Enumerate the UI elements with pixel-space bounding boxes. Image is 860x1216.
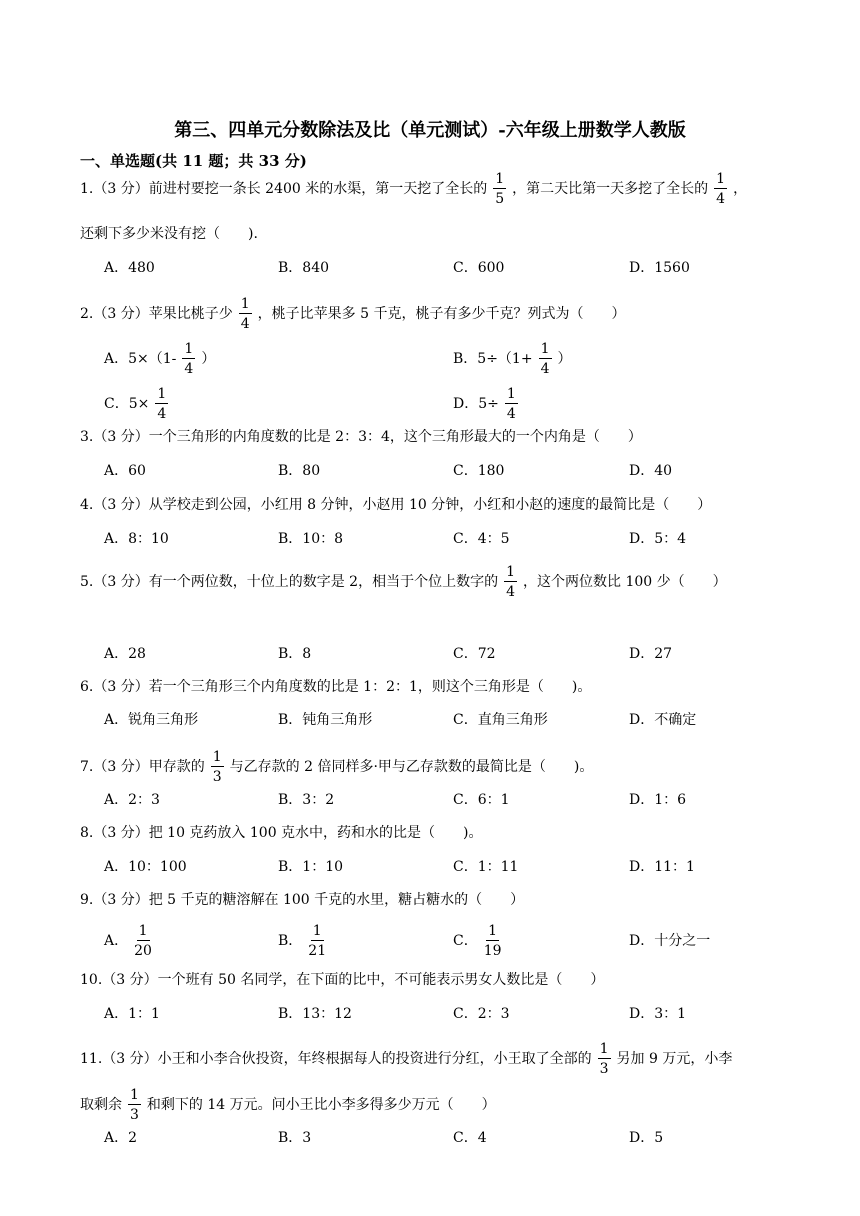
fraction xyxy=(493,172,506,206)
option-b[interactable] xyxy=(453,342,572,376)
option-c[interactable]: C．直角三角形 xyxy=(453,712,548,728)
question-6-stem: 6.（3 分）若一个三角形三个内角度数的比是 1：2：1，则这个三角形是（ )。 xyxy=(80,679,592,695)
fraction-numerator: 1 xyxy=(506,564,515,580)
option-text: A．5×（1- xyxy=(104,351,177,367)
option-b[interactable]: B．13：12 xyxy=(278,1006,352,1022)
option-text: C．5× xyxy=(104,396,150,412)
option-b[interactable]: B．840 xyxy=(278,260,330,276)
fraction-numerator: 1 xyxy=(240,296,250,312)
fraction xyxy=(182,342,195,376)
section-heading: 一、单选题(共 11 题；共 33 分) xyxy=(80,152,307,170)
fraction-numerator: 1 xyxy=(184,341,194,357)
q5-text-a: 5.（3 分）有一个两位数，十位上的数字是 2，相当于个位上数字的 xyxy=(80,574,499,590)
option-text: ） xyxy=(557,351,572,367)
option-b[interactable]: B．1：10 xyxy=(278,859,344,875)
q7-text-b: 与乙存款的 2 倍同样多·甲与乙存款数的最简比是（ )。 xyxy=(229,759,594,775)
fraction-denominator: 4 xyxy=(716,191,726,207)
fraction-denominator: 3 xyxy=(212,769,222,785)
option-d[interactable]: D．不确定 xyxy=(629,712,697,728)
q2-text-b: ，桃子比苹果多 5 千克，桃子有多少千克？列式为（ ） xyxy=(257,306,626,322)
option-d[interactable]: D．27 xyxy=(629,646,673,662)
option-c[interactable]: C．6：1 xyxy=(453,792,510,808)
question-3-stem: 3.（3 分）一个三角形的内角度数的比是 2：3：4，这个三角形最大的一个内角是（ ） xyxy=(80,429,642,445)
question-11-line2 xyxy=(80,1088,496,1122)
q1-text-b: ，第二天比第一天多挖了全长的 xyxy=(512,181,709,197)
option-b[interactable]: B．3：2 xyxy=(278,792,335,808)
question-9-stem: 9.（3 分）把 5 千克的糖溶解在 100 千克的水里，糖占糖水的（ ） xyxy=(80,892,525,908)
fraction-numerator: 1 xyxy=(495,171,505,187)
option-a[interactable] xyxy=(104,342,215,376)
option-a[interactable]: A．480 xyxy=(104,260,155,276)
fraction xyxy=(539,342,552,376)
fraction-denominator: 3 xyxy=(130,1107,139,1123)
q5-text-b: ，这个两位数比 100 少（ ） xyxy=(523,574,727,590)
fraction xyxy=(505,387,518,421)
option-b[interactable]: B．8 xyxy=(278,646,312,662)
fraction-numerator: 1 xyxy=(138,923,148,939)
option-d[interactable]: D．十分之一 xyxy=(629,933,711,949)
fraction-numerator: 1 xyxy=(599,1041,609,1057)
fraction-denominator: 4 xyxy=(540,361,550,377)
option-d[interactable]: D．5：4 xyxy=(629,531,687,547)
question-1-line2: 还剩下多少米没有挖（ ). xyxy=(80,226,258,242)
q11-text-d: 和剩下的 14 万元。问小王比小李多得多少万元（ ） xyxy=(146,1097,496,1113)
q2-text-a: 2.（3 分）苹果比桃子少 xyxy=(80,306,233,322)
option-d[interactable]: D．11：1 xyxy=(629,859,695,875)
page-title: 第三、四单元分数除法及比（单元测试）-六年级上册数学人教版 xyxy=(174,120,686,141)
option-c[interactable] xyxy=(104,387,174,421)
option-d[interactable]: D．1560 xyxy=(629,260,690,276)
q1-text-a: 1.（3 分）前进村要挖一条长 2400 米的水渠，第一天挖了全长的 xyxy=(80,181,488,197)
option-b[interactable]: B．钝角三角形 xyxy=(278,712,373,728)
option-text: B． xyxy=(278,933,303,949)
q1-text-c: ， xyxy=(733,181,748,197)
question-11-stem xyxy=(80,1042,732,1076)
option-text: A． xyxy=(104,933,129,949)
option-a[interactable]: A．1：1 xyxy=(104,1006,160,1022)
option-b[interactable]: B．80 xyxy=(278,463,321,479)
question-10-stem: 10.（3 分）一个班有 50 名同学，在下面的比中，不可能表示男女人数比是（ ） xyxy=(80,972,605,988)
fraction-denominator: 4 xyxy=(506,584,515,600)
fraction xyxy=(714,172,727,206)
option-d[interactable]: D．3：1 xyxy=(629,1006,687,1022)
option-b[interactable] xyxy=(278,924,332,958)
fraction xyxy=(239,297,252,331)
fraction-numerator: 1 xyxy=(212,749,222,765)
fraction xyxy=(155,387,168,421)
fraction xyxy=(211,750,224,784)
fraction-denominator: 4 xyxy=(184,361,194,377)
option-c[interactable]: C．1：11 xyxy=(453,859,519,875)
option-d[interactable]: D．1：6 xyxy=(629,792,687,808)
option-b[interactable]: B．3 xyxy=(278,1130,312,1146)
fraction-numerator: 1 xyxy=(716,171,726,187)
fraction-denominator: 4 xyxy=(506,406,516,422)
fraction xyxy=(134,924,152,958)
option-a[interactable]: A．2 xyxy=(104,1130,138,1146)
option-text: ） xyxy=(201,351,216,367)
option-a[interactable]: A．8：10 xyxy=(104,531,169,547)
question-2-stem xyxy=(80,297,625,331)
fraction-denominator: 4 xyxy=(240,316,250,332)
option-a[interactable]: A．10：100 xyxy=(104,859,187,875)
fraction-numerator: 1 xyxy=(157,386,167,402)
option-b[interactable]: B．10：8 xyxy=(278,531,344,547)
question-5-stem xyxy=(80,565,727,599)
option-a[interactable]: A．60 xyxy=(104,463,146,479)
fraction-numerator: 1 xyxy=(506,386,516,402)
fraction-denominator: 19 xyxy=(483,943,502,959)
fraction-numerator: 1 xyxy=(130,1087,139,1103)
option-d[interactable] xyxy=(453,387,524,421)
option-a[interactable]: A．28 xyxy=(104,646,146,662)
option-text: D．5÷ xyxy=(453,396,499,412)
fraction-denominator: 4 xyxy=(157,406,167,422)
fraction xyxy=(504,565,517,599)
fraction-denominator: 5 xyxy=(495,191,505,207)
q11-text-b: 另加 9 万元，小李 xyxy=(616,1051,733,1067)
fraction xyxy=(598,1042,611,1076)
option-d[interactable]: D．5 xyxy=(629,1130,664,1146)
option-c[interactable]: C．4 xyxy=(453,1130,487,1146)
fraction-denominator: 21 xyxy=(308,943,327,959)
option-a[interactable] xyxy=(104,924,158,958)
option-d[interactable]: D．40 xyxy=(629,463,673,479)
fraction-numerator: 1 xyxy=(488,923,498,939)
option-a[interactable]: A．2：3 xyxy=(104,792,160,808)
question-8-stem: 8.（3 分）把 10 克药放入 100 克水中，药和水的比是（ )。 xyxy=(80,825,483,841)
q11-text-c: 取剩余 xyxy=(80,1097,122,1113)
fraction xyxy=(484,924,502,958)
fraction xyxy=(128,1088,141,1122)
fraction-denominator: 20 xyxy=(134,943,152,959)
option-c[interactable]: C．2：3 xyxy=(453,1006,510,1022)
option-a[interactable]: A．锐角三角形 xyxy=(104,712,199,728)
fraction-denominator: 3 xyxy=(599,1061,609,1077)
question-4-stem: 4.（3 分）从学校走到公园，小红用 8 分钟，小赵用 10 分钟，小红和小赵的速度的最简比是（ ） xyxy=(80,497,712,513)
fraction xyxy=(308,924,326,958)
option-c[interactable]: C．180 xyxy=(453,463,505,479)
question-7-stem xyxy=(80,750,593,784)
option-text: B．5÷（1+ xyxy=(453,351,533,367)
q7-text-a: 7.（3 分）甲存款的 xyxy=(80,759,205,775)
fraction-numerator: 1 xyxy=(312,923,322,939)
question-1-stem xyxy=(80,172,747,206)
option-c[interactable]: C．72 xyxy=(453,646,496,662)
option-text: C． xyxy=(453,933,478,949)
option-c[interactable]: C．4：5 xyxy=(453,531,510,547)
fraction-numerator: 1 xyxy=(540,341,550,357)
option-c[interactable]: C．600 xyxy=(453,260,505,276)
q11-text-a: 11.（3 分）小王和小李合伙投资，年终根据每人的投资进行分红，小王取了全部的 xyxy=(80,1051,592,1067)
option-c[interactable] xyxy=(453,924,508,958)
